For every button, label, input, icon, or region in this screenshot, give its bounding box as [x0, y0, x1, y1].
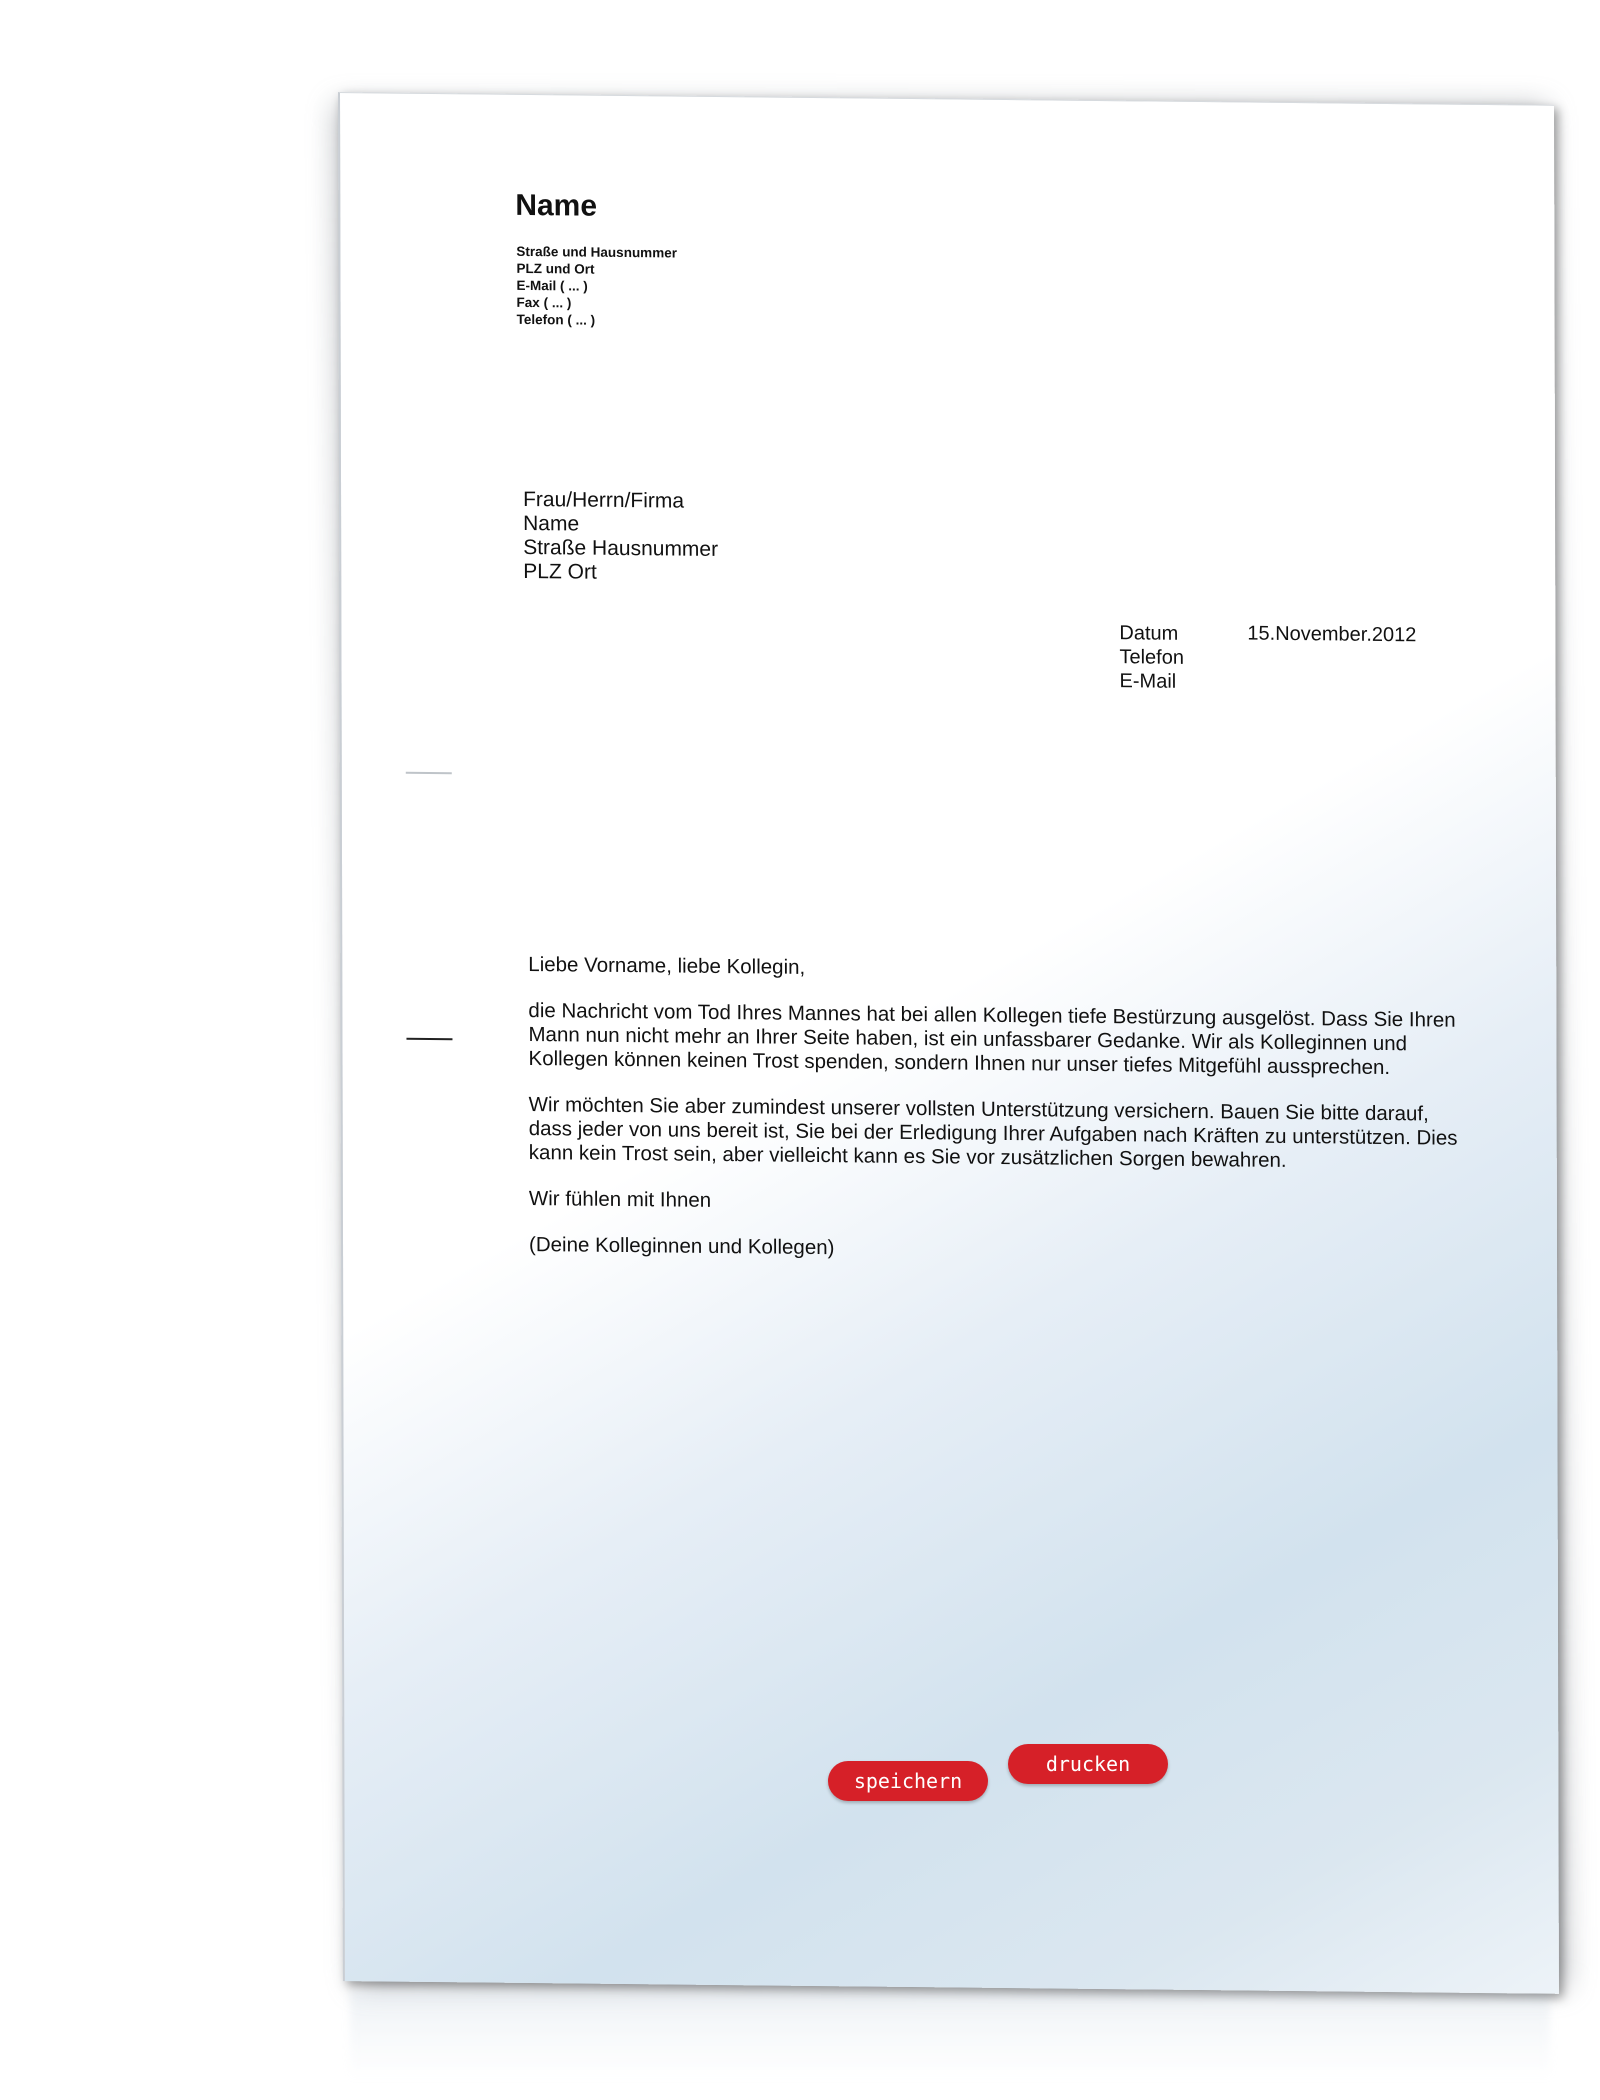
punch-mark	[406, 1038, 452, 1040]
meta-phone-label: Telefon	[1119, 646, 1184, 669]
letter-salutation: Liebe Vorname, liebe Kollegin,	[528, 952, 806, 979]
sender-street: Straße und Hausnummer	[516, 243, 677, 261]
letter-signature: (Deine Kolleginnen und Kollegen)	[528, 1233, 835, 1260]
sender-address-block	[516, 243, 677, 330]
recipient-city: PLZ Ort	[523, 559, 597, 584]
print-button[interactable]: drucken	[1008, 1744, 1168, 1784]
letter-body	[528, 953, 1469, 1289]
letter-paragraph-1: die Nachricht vom Tod Ihres Mannes hat bei allen Kollegen tiefe Bestürzung ausgelöst. Dass Sie Ihren Mann nun nicht mehr an Ihrer Seite haben, ist ein unfassbarer Gedanke. Wir als Kolleginnen und Kollegen können keinen Trost spenden, sondern Ihnen nur unser tiefes Mitgefühl aussprechen.	[528, 998, 1456, 1080]
sender-phone: Telefon ( ... )	[516, 311, 596, 328]
recipient-salutation: Frau/Herrn/Firma	[523, 487, 685, 513]
meta-date-value: 15.November.2012	[1247, 622, 1417, 647]
recipient-name: Name	[523, 511, 580, 536]
meta-email-label: E-Mail	[1119, 670, 1177, 693]
sender-city: PLZ und Ort	[516, 260, 595, 277]
sender-email: E-Mail ( ... )	[516, 277, 588, 294]
page-reflection	[350, 1990, 1550, 2080]
meta-date-label: Datum	[1119, 622, 1179, 645]
recipient-address-block	[523, 488, 718, 586]
letter-closing: Wir fühlen mit Ihnen	[528, 1187, 712, 1212]
letter-meta-labels	[1119, 621, 1184, 694]
save-button[interactable]: speichern	[828, 1761, 988, 1801]
letter-paragraph-2: Wir möchten Sie aber zumindest unserer vollsten Unterstützung versichern. Bauen Sie bitte darauf, dass jeder von uns bereit ist, Sie bei der Erledigung Ihrer Aufgaben nach Kräften zu unterstützen. Dies kann kein Trost sein, aber vielleicht kann es Sie vor zusätzlichen Sorgen bewahren.	[528, 1092, 1458, 1172]
sender-fax: Fax ( ... )	[516, 294, 572, 311]
sender-name: Name	[515, 188, 598, 223]
fold-mark	[406, 772, 452, 774]
recipient-street: Straße Hausnummer	[523, 535, 719, 561]
letter-page	[338, 92, 1559, 1994]
